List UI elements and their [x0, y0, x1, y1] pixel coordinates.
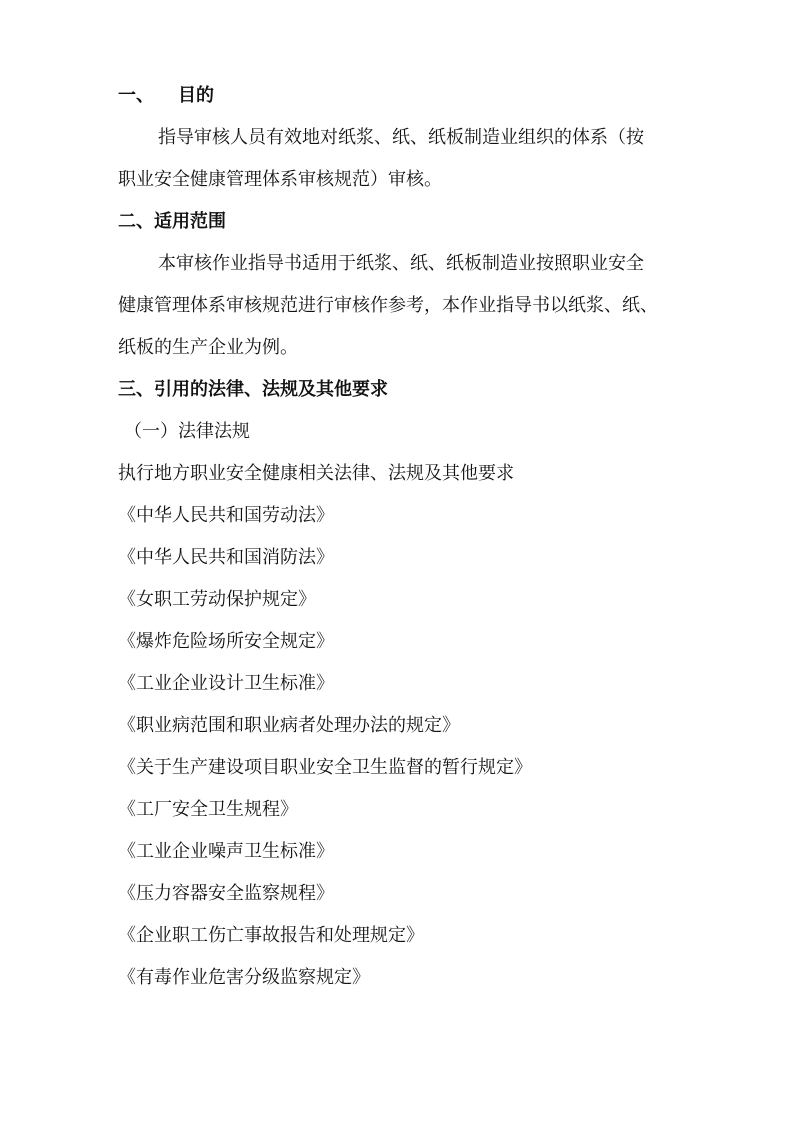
section-2-para-line-3: 纸板的生产企业为例。 [118, 337, 298, 358]
section-1-number: 一、 [118, 85, 154, 106]
law-item: 《职业病范围和职业病者处理办法的规定》 [118, 715, 460, 736]
law-item: 《有毒作业危害分级监察规定》 [118, 967, 370, 988]
law-item: 《工业企业噪声卫生标准》 [118, 841, 334, 862]
law-item: 《关于生产建设项目职业安全卫生监督的暂行规定》 [118, 757, 532, 778]
section-1-para-line-1: 指导审核人员有效地对纸浆、纸、纸板制造业组织的体系（按 [158, 127, 644, 148]
law-item: 《中华人民共和国劳动法》 [118, 505, 334, 526]
section-3-intro: 执行地方职业安全健康相关法律、法规及其他要求 [118, 463, 514, 484]
section-3-heading: 三、引用的法律、法规及其他要求 [118, 379, 388, 400]
section-1-para-line-2: 职业安全健康管理体系审核规范）审核。 [118, 169, 442, 190]
section-1-heading [118, 84, 214, 108]
law-item: 《压力容器安全监察规程》 [118, 883, 334, 904]
section-1-title: 目的 [178, 85, 214, 106]
section-2-para-line-1: 本审核作业指导书适用于纸浆、纸、纸板制造业按照职业安全 [158, 253, 644, 274]
law-item: 《工厂安全卫生规程》 [118, 799, 298, 820]
law-item: 《工业企业设计卫生标准》 [118, 673, 334, 694]
law-item: 《企业职工伤亡事故报告和处理规定》 [118, 925, 424, 946]
section-2-heading: 二、适用范围 [118, 211, 226, 232]
law-item: 《爆炸危险场所安全规定》 [118, 631, 334, 652]
law-item: 《女职工劳动保护规定》 [118, 589, 316, 610]
section-3-subheading: （一）法律法规 [124, 421, 250, 442]
section-2-para-line-2: 健康管理体系审核规范进行审核作参考，本作业指导书以纸浆、纸、 [118, 295, 658, 316]
law-item: 《中华人民共和国消防法》 [118, 547, 334, 568]
